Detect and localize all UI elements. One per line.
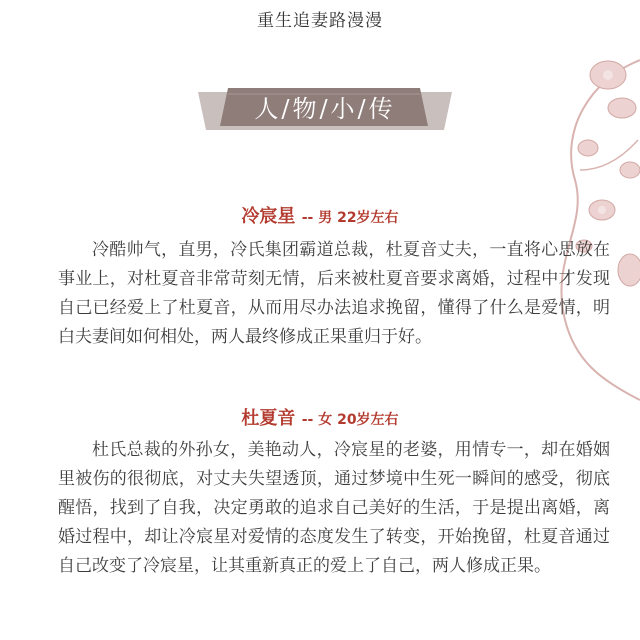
character-name: 冷宸星: [241, 206, 296, 227]
character-bio: 冷酷帅气，直男，冷氏集团霸道总裁，杜夏音丈夫，一直将心思放在事业上，对杜夏音非常苛刻无情，后来被杜夏音要求离婚，过程中才发现自己已经爱上了杜夏音，从而用尽办法追求挽留，懂得了什么是爱情，明白夫妻间如何相处，两人最终修成正果重归于好。: [58, 240, 610, 347]
character-name: 杜夏音: [241, 408, 296, 429]
section-banner: [198, 88, 452, 130]
character-meta: -- 男 22岁左右: [301, 210, 399, 226]
book-title: 重生追妻路漫漫: [257, 11, 383, 31]
character-heading: [0, 202, 640, 228]
banner-title: 人/物/小/传: [254, 95, 396, 123]
character-bio: 杜氏总裁的外孙女，美艳动人，冷宸星的老婆，用情专一，却在婚姻里被伤的很彻底，对丈夫失望透顶，通过梦境中生死一瞬间的感受，彻底醒悟，找到了自我，决定勇敢的追求自己美好的生活，于是提出离婚，离婚过程中，却让冷宸星对爱情的态度发生了转变，开始挽留，杜夏音通过自己改变了冷宸星，让其重新真正的爱上了自己，两人修成正果。: [58, 440, 610, 576]
character-meta: -- 女 20岁左右: [301, 412, 399, 428]
character-heading: [0, 404, 640, 430]
